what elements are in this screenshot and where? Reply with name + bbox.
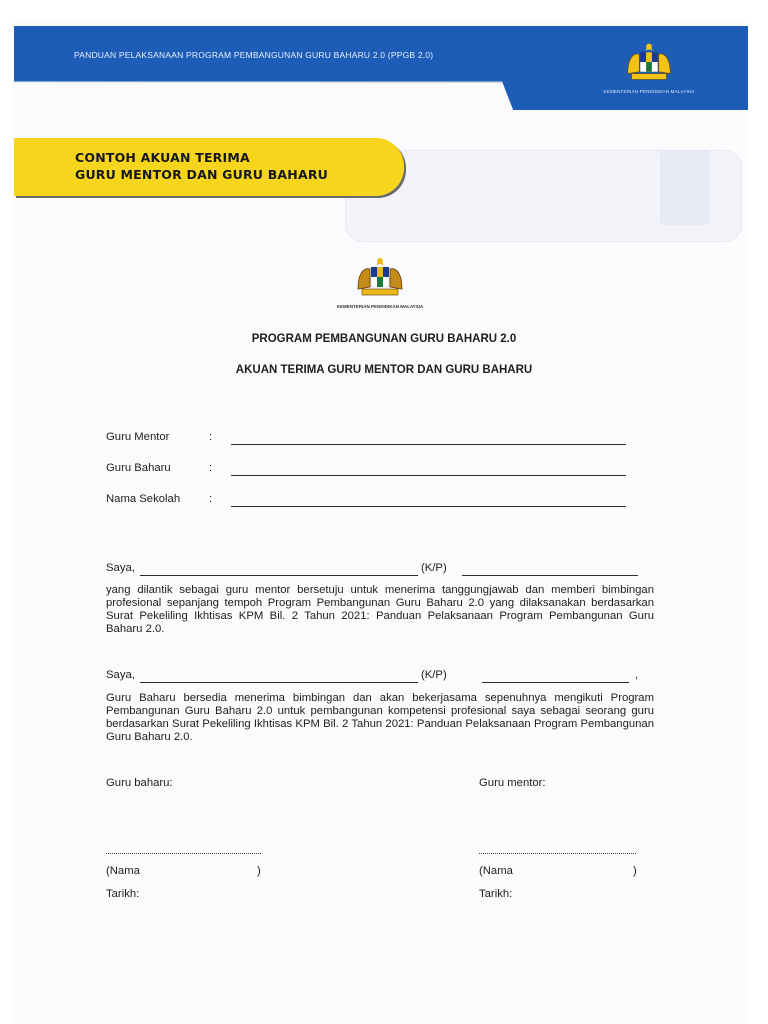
guru-baharu-nama-label: (Nama [106,865,140,877]
background-ghost-square [660,150,710,225]
field-label-guru-mentor: Guru Mentor [106,431,170,443]
signature-line-guru-mentor[interactable] [479,853,636,854]
signature-role-guru-baharu: Guru baharu: [106,777,173,789]
header-title: PANDUAN PELAKSANAAN PROGRAM PEMBANGUNAN GURU BAHARU 2.0 (PPGB 2.0) [74,50,434,60]
guru-mentor-nama-label: (Nama [479,865,513,877]
guru-baharu-nama-close: ) [257,865,261,877]
mentor-saya-label: Saya, [106,562,135,574]
guru-mentor-tarikh-label: Tarikh: [479,888,513,900]
mentor-kp-label: (K/P) [421,562,447,574]
baharu-saya-label: Saya, [106,669,135,681]
mentor-kp-input-line[interactable] [462,575,638,576]
baharu-statement-text: Guru Baharu bersedia menerima bimbingan dan akan bekerjasama sepenuhnya mengikuti Program Pembangunan Guru Baharu 2.0 untuk pembangunan kompetensi profesional saya sebagai seorang guru berdasarkan Surat Pekeliling Ikhtisas KPM Bil. 2 Tahun 2021: Panduan Pelaksanaan Program Pembangunan Guru Baharu 2.0. [106,692,654,743]
guru-mentor-input-line[interactable] [231,444,626,445]
document-title: PROGRAM PEMBANGUNAN GURU BAHARU 2.0 [251,333,517,345]
baharu-comma: , [635,669,639,681]
field-label-nama-sekolah: Nama Sekolah [106,493,181,505]
coat-of-arms-icon [349,255,411,301]
section-tab-title-line2: GURU MENTOR DAN GURU BAHARU [75,167,329,182]
signature-line-guru-baharu[interactable] [106,853,261,854]
field-colon: : [209,462,213,474]
field-colon: : [209,493,213,505]
document-subtitle: AKUAN TERIMA GURU MENTOR DAN GURU BAHARU [235,364,533,376]
field-label-guru-baharu: Guru Baharu [106,462,171,474]
guru-mentor-nama-close: ) [633,865,637,877]
guru-baharu-input-line[interactable] [231,475,626,476]
section-tab-title-line1: CONTOH AKUAN TERIMA [75,150,250,165]
mentor-name-input-line[interactable] [140,575,418,576]
header-ministry-label: KEMENTERIAN PENDIDIKAN MALAYSIA [603,89,695,94]
mentor-statement-text: yang dilantik sebagai guru mentor bersetuju untuk menerima tanggungjawab dan memberi bimbingan profesional sepanjang tempoh Program Pembangunan Guru Baharu 2.0 yang dilaksanakan berdasarkan Surat Pekeliling Ikhtisas KPM Bil. 2 Tahun 2021: Panduan Pelaksanaan Program Pembangunan Guru Baharu 2.0. [106,584,654,635]
baharu-name-input-line[interactable] [140,682,418,683]
document-ministry-label: KEMENTERIAN PENDIDIKAN MALAYSIA [336,304,424,309]
nama-sekolah-input-line[interactable] [231,506,626,507]
baharu-kp-input-line[interactable] [482,682,629,683]
baharu-kp-label: (K/P) [421,669,447,681]
guru-baharu-tarikh-label: Tarikh: [106,888,140,900]
field-colon: : [209,431,213,443]
signature-role-guru-mentor: Guru mentor: [479,777,546,789]
coat-of-arms-icon [620,40,678,86]
